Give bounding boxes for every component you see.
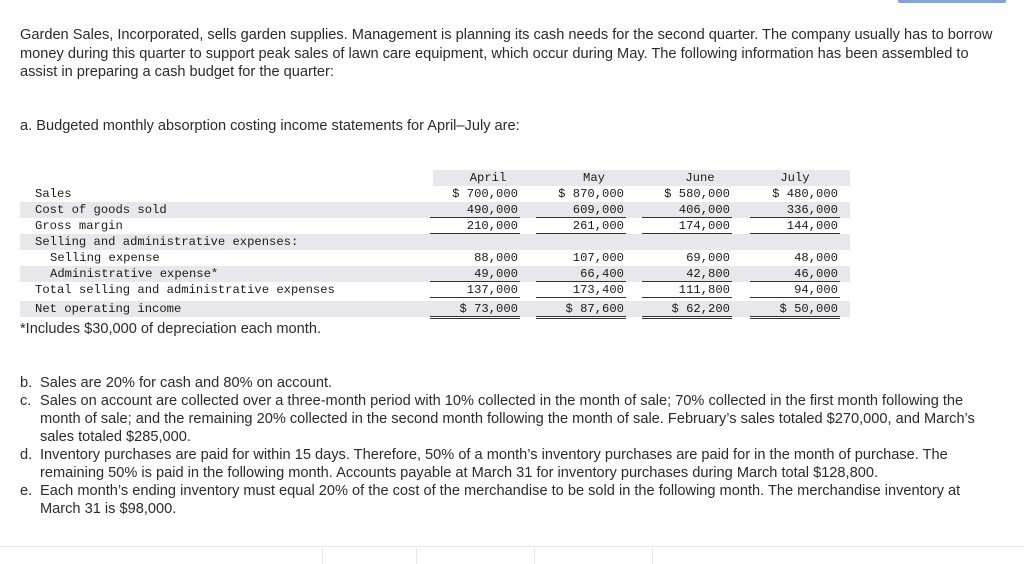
double-underline-july [750, 316, 840, 317]
bottom-divider [0, 546, 1024, 547]
double-underline-june [642, 318, 732, 319]
item-text: Sales are 20% for cash and 80% on account. [40, 375, 333, 391]
list-item [20, 446, 995, 482]
underline-june [642, 297, 732, 298]
part-a-heading: a. Budgeted monthly absorption costing income statements for April–July are: [20, 118, 520, 134]
cell-may: 107,000 [572, 251, 624, 265]
double-underline-april [430, 318, 520, 319]
income-statement-table [20, 170, 850, 320]
row-label: Selling expense [50, 251, 160, 265]
double-underline-may [536, 318, 626, 319]
list-item [20, 392, 995, 446]
cell-july: 48,000 [794, 251, 838, 265]
cell-may: 173,400 [572, 283, 624, 297]
double-underline-may [536, 316, 626, 317]
list-item [20, 482, 995, 518]
month-header-may: May [583, 171, 605, 185]
cell-april: 490,000 [466, 203, 518, 217]
underline-april [430, 297, 520, 298]
table-row-net-operating-income [20, 301, 850, 317]
row-label: Selling and administrative expenses: [35, 235, 299, 249]
problem-intro: Garden Sales, Incorporated, sells garden supplies. Management is planning its cash needs for the second quarter. The company usually has to borrow money during this quarter to support peak sales of lawn care equipment, which occur during May. The following information has been assembled to assist in preparing a cash budget for the quarter: [20, 27, 993, 80]
double-underline-july [750, 318, 840, 319]
double-underline-june [642, 316, 732, 317]
cell-june: $ 580,000 [664, 187, 730, 201]
item-marker: e. [20, 483, 33, 499]
cell-may: 609,000 [572, 203, 624, 217]
table-row-selling-expense [20, 250, 850, 266]
bottom-divider-tick [652, 548, 653, 564]
cell-april: 49,000 [474, 267, 518, 281]
list-item [20, 374, 995, 392]
cell-april: 137,000 [466, 283, 518, 297]
item-text: Sales on account are collected over a three-month period with 10% collected in the month of sale; 70% collected in the first month following the month of sale; and the remaining 20% collected in the second month following the month of sale. February’s sales totaled $270,000, and March’s sales totaled $285,000. [40, 393, 975, 445]
item-marker: d. [20, 447, 33, 463]
cell-may: $ 87,600 [565, 302, 624, 316]
depreciation-footnote: *Includes $30,000 of depreciation each month. [20, 321, 322, 337]
underline-may [536, 297, 626, 298]
bottom-divider-tick [416, 548, 417, 564]
item-text: Inventory purchases are paid for within 15 days. Therefore, 50% of a month’s inventory purchases are paid for in the month of purchase. The remaining 50% is paid in the following month. Accounts payable at March 31 for inventory purchases during March total $128,800. [40, 447, 948, 481]
cell-june: 42,800 [686, 267, 730, 281]
underline-july [750, 297, 840, 298]
cell-july: 144,000 [786, 219, 838, 233]
cell-july: $ 480,000 [772, 187, 838, 201]
cell-june: 69,000 [686, 251, 730, 265]
month-header-july: July [780, 171, 810, 185]
row-label: Sales [35, 187, 72, 201]
cell-may: $ 870,000 [558, 187, 624, 201]
row-label: Gross margin [35, 219, 123, 233]
top-accent-bar [898, 0, 1006, 3]
item-text: Each month’s ending inventory must equal 20% of the cost of the merchandise to be sold in the following month. The merchandise inventory at March 31 is $98,000. [40, 483, 961, 517]
cell-april: $ 73,000 [459, 302, 518, 316]
cell-june: $ 62,200 [671, 302, 730, 316]
item-marker: b. [20, 375, 33, 391]
cell-july: 94,000 [794, 283, 838, 297]
assumption-list [20, 374, 995, 518]
row-label: Net operating income [35, 302, 182, 316]
month-header-june: June [685, 171, 715, 185]
cell-may: 66,400 [580, 267, 624, 281]
double-underline-april [430, 316, 520, 317]
cell-june: 111,800 [678, 283, 730, 297]
cell-may: 261,000 [572, 219, 624, 233]
table-row-total-sga [20, 282, 850, 298]
month-header-april: April [469, 171, 507, 185]
row-label: Total selling and administrative expenses [35, 283, 335, 297]
cell-april: 210,000 [466, 219, 518, 233]
table-row-sga-heading [20, 234, 850, 250]
cell-july: 46,000 [794, 267, 838, 281]
cell-june: 174,000 [678, 219, 730, 233]
cell-april: $ 700,000 [452, 187, 518, 201]
table-row-administrative-expense [20, 266, 850, 282]
cell-july: $ 50,000 [779, 302, 838, 316]
row-label: Cost of goods sold [35, 203, 167, 217]
row-label: Administrative expense* [50, 267, 219, 281]
cell-june: 406,000 [678, 203, 730, 217]
top-bar [0, 0, 1024, 4]
cell-july: 336,000 [786, 203, 838, 217]
item-marker: c. [20, 393, 32, 409]
table-row-gross-margin [20, 218, 850, 234]
table-row-cost-of-goods-sold [20, 202, 850, 218]
table-row-sales [20, 186, 850, 202]
bottom-divider-tick [322, 548, 323, 564]
cell-april: 88,000 [474, 251, 518, 265]
bottom-divider-tick [534, 548, 535, 564]
